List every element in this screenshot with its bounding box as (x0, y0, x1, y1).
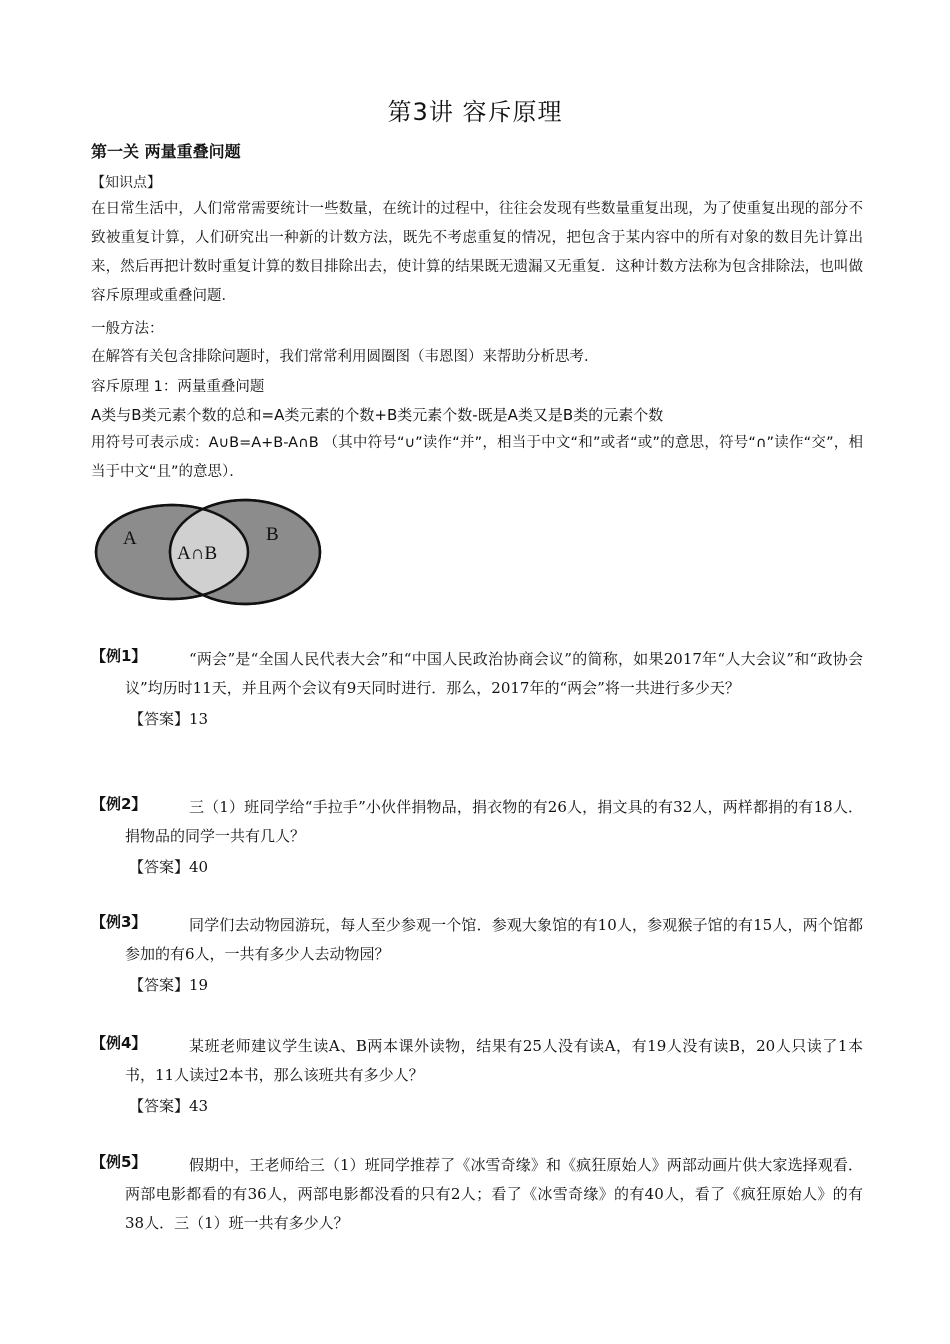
example-answer (129, 1092, 863, 1121)
example-label: 【例4】 (91, 1034, 147, 1052)
example-5 (91, 1151, 863, 1238)
answer-label: 【答案】 (129, 1097, 190, 1115)
example-answer (129, 971, 863, 1000)
principle-label: 容斥原理 1：两量重叠问题 (91, 379, 265, 395)
principle-formula: A类与B类元素个数的总和=A类元素的个数+B类元素个数-既是A类又是B类的元素个数 (91, 406, 664, 424)
example-question: 三（1）班同学给“手拉手”小伙伴捐物品，捐衣物的有26人，捐文具的有32人，两样都捐的有18人．捐物品的同学一共有几人？ (125, 798, 863, 845)
example-answer (129, 705, 863, 734)
answer-label: 【答案】 (129, 976, 190, 994)
section-heading: 第一关 两量重叠问题 (91, 142, 241, 161)
answer-value: 43 (189, 1097, 209, 1115)
page-title: 第3讲 容斥原理 (387, 98, 563, 126)
answer-value: 13 (189, 710, 209, 728)
example-label: 【例2】 (91, 795, 147, 813)
venn-label-b: B (266, 524, 279, 545)
answer-value: 19 (189, 976, 209, 994)
example-question: “两会”是“全国人民代表大会”和“中国人民政治协商会议”的简称，如果2017年“人大会议”和“政协会议”均历时11天，并且两个会议有9天同时进行．那么，2017年的“两会”将一共进行多少天？ (125, 650, 863, 697)
example-2 (91, 793, 863, 882)
answer-value: 40 (189, 858, 209, 876)
example-question: 同学们去动物园游玩，每人至少参观一个馆．参观大象馆的有10人，参观猴子馆的有15人，两个馆都参加的有6人，一共有多少人去动物园？ (125, 916, 863, 963)
example-answer (129, 853, 863, 882)
venn-label-intersection: A∩B (177, 543, 218, 564)
method-label: 一般方法： (91, 321, 164, 337)
knowledge-point-label: 【知识点】 (91, 175, 161, 191)
answer-label: 【答案】 (129, 858, 190, 876)
example-4 (91, 1032, 863, 1121)
example-label: 【例1】 (91, 647, 147, 665)
intro-paragraph: 在日常生活中，人们常常需要统计一些数量，在统计的过程中，往往会发现有些数量重复出现，为了使重复出现的部分不致被重复计算，人们研究出一种新的计数方法，既先不考虑重复的情况，把包含于某内容中的所有对象的数目先计算出来，然后再把计数时重复计算的数目排除出去，使计算的结果既无遗漏又无重复．这种计数方法称为包含排除法，也叫做容斥原理或重叠问题． (91, 201, 863, 304)
venn-diagram (90, 498, 326, 610)
example-3 (91, 911, 863, 1000)
example-question: 某班老师建议学生读A、B两本课外读物，结果有25人没有读A，有19人没有读B，20人只读了1本书，11人读过2本书，那么该班共有多少人？ (125, 1037, 863, 1084)
example-label: 【例3】 (91, 913, 147, 931)
answer-label: 【答案】 (129, 710, 190, 728)
method-text: 在解答有关包含排除问题时，我们常常利用圆圈图（韦恩图）来帮助分析思考． (91, 349, 599, 365)
example-label: 【例5】 (91, 1153, 147, 1171)
example-question: 假期中，王老师给三（1）班同学推荐了《冰雪奇缘》和《疯狂原始人》两部动画片供大家选择观看．两部电影都看的有36人，两部电影都没看的只有2人；看了《冰雪奇缘》的有40人，看了《疯狂原始人》的有38人．三（1）班一共有多少人？ (125, 1156, 863, 1232)
symbol-explanation: 用符号可表示成：A∪B=A+B-A∩B （其中符号“∪”读作“并”，相当于中文“和”或者“或”的意思，符号“∩”读作“交”，相当于中文“且”的意思）． (91, 435, 863, 480)
example-1 (91, 645, 863, 734)
venn-label-a: A (123, 528, 137, 549)
